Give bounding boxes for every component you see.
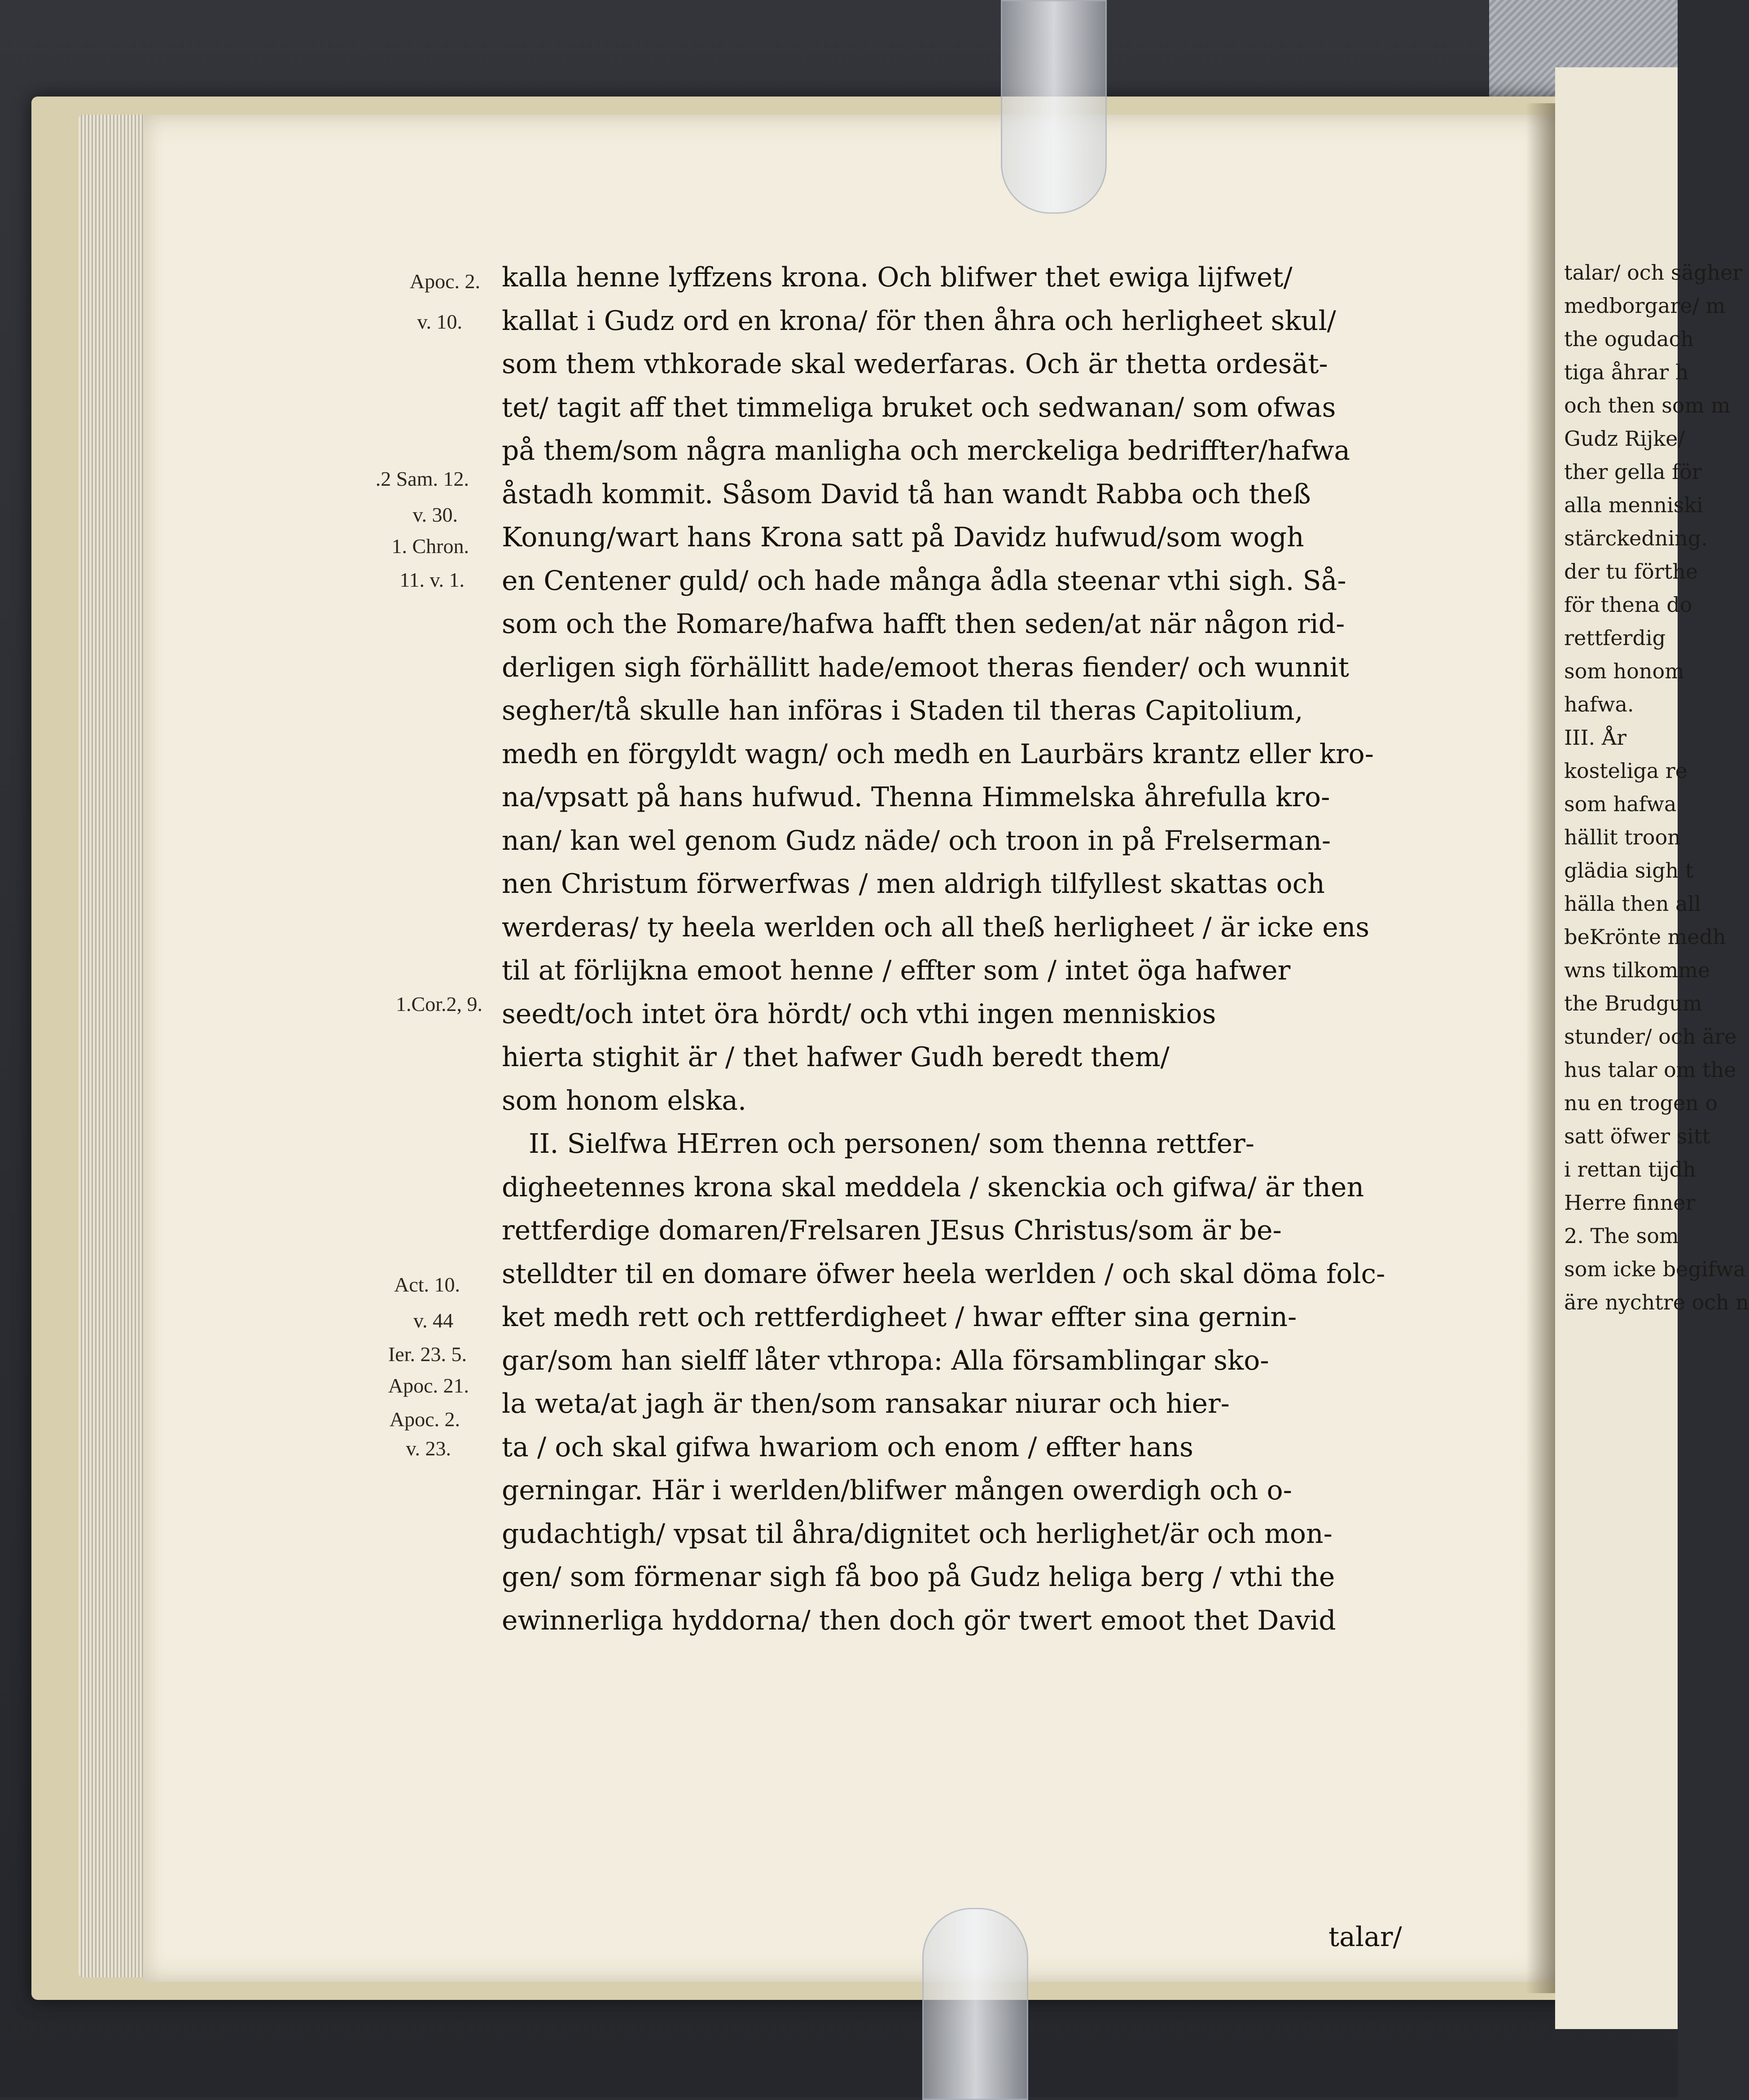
text-line: rettferdige domaren/Frelsaren JEsus Christus/som är be- bbox=[502, 1215, 1282, 1246]
facing-line: wns tilkomme bbox=[1564, 958, 1710, 982]
text-line: digheetennes krona skal meddela / skenckia och gifwa/ är then bbox=[502, 1171, 1364, 1203]
text-line: nen Christum förwerfwas / men aldrigh tilfyllest skattas och bbox=[502, 868, 1325, 900]
margin-note: .2 Sam. 12. bbox=[375, 467, 469, 490]
text-line: nan/ kan wel genom Gudz näde/ och troon in på Frelserman- bbox=[502, 825, 1331, 857]
facing-line: i rettan tijdh bbox=[1564, 1157, 1696, 1182]
facing-line: Herre finner bbox=[1564, 1191, 1696, 1215]
text-line: en Centener guld/ och hade många ådla steenar vthi sigh. Så- bbox=[502, 565, 1346, 597]
facing-line: 2. The som bbox=[1564, 1224, 1679, 1248]
text-line: ta / och skal gifwa hwariom och enom / effter hans bbox=[502, 1431, 1193, 1463]
text-line: kalla henne lyffzens krona. Och blifwer thet ewiga lijfwet/ bbox=[502, 262, 1293, 293]
facing-line: som hafwa bbox=[1564, 792, 1677, 816]
facing-line: satt öfwer sitt bbox=[1564, 1124, 1710, 1148]
facing-line: hafwa. bbox=[1564, 692, 1634, 716]
text-line: la weta/at jagh är then/som ransakar niurar och hier- bbox=[502, 1388, 1230, 1419]
facing-line: nu en trogen o bbox=[1564, 1091, 1718, 1115]
facing-page bbox=[1555, 67, 1749, 2029]
text-line: werderas/ ty heela werlden och all theß herligheet / är icke ens bbox=[502, 911, 1370, 943]
facing-line: Gudz Rijke/ bbox=[1564, 426, 1685, 451]
facing-line: som icke begifwa bbox=[1564, 1257, 1746, 1281]
text-line: kallat i Gudz ord en krona/ för then åhra och herligheet skul/ bbox=[502, 305, 1336, 337]
margin-note: v. 23. bbox=[406, 1437, 451, 1460]
margin-note: v. 44 bbox=[413, 1309, 453, 1332]
facing-line: äre nychtre och n bbox=[1564, 1290, 1749, 1314]
text-line: som honom elska. bbox=[502, 1085, 747, 1116]
facing-line: tiga åhrar h bbox=[1564, 360, 1689, 384]
text-line: til at förlijkna emoot henne / effter som / intet öga hafwer bbox=[502, 955, 1291, 986]
text-line: medh en förgyldt wagn/ och medh en Laurbärs krantz eller kro- bbox=[502, 738, 1374, 770]
text-line: tet/ tagit aff thet timmeliga bruket och sedwanan/ som ofwas bbox=[502, 391, 1336, 423]
text-line: åstadh kommit. Såsom David tå han wandt Rabba och theß bbox=[502, 478, 1311, 510]
facing-line: beKrönte medh bbox=[1564, 925, 1726, 949]
facing-line: the Brudgum bbox=[1564, 991, 1702, 1015]
catchword: talar/ bbox=[1328, 1921, 1402, 1953]
text-line: gerningar. Här i werlden/blifwer mången owerdigh och o- bbox=[502, 1475, 1292, 1506]
facing-line: som honom bbox=[1564, 659, 1684, 683]
margin-note: Apoc. 2. bbox=[389, 1408, 460, 1431]
page-body-text bbox=[502, 256, 1435, 1642]
text-line: på them/som några manligha och merckeliga bedriffter/hafwa bbox=[502, 435, 1350, 466]
margin-note: Apoc. 2. bbox=[409, 270, 480, 293]
facing-line: rettferdig bbox=[1564, 626, 1666, 650]
text-line: seedt/och intet öra hördt/ och vthi ingen menniskios bbox=[502, 998, 1216, 1030]
facing-line: hällit troon bbox=[1564, 825, 1681, 849]
facing-line: the ogudach bbox=[1564, 327, 1694, 351]
text-line: ket medh rett och rettferdigheet / hwar effter sina gernin- bbox=[502, 1301, 1297, 1333]
text-line: segher/tå skulle han införas i Staden til theras Capitolium, bbox=[502, 695, 1303, 726]
text-line: gudachtigh/ vpsat til åhra/dignitet och herlighet/är och mon- bbox=[502, 1518, 1333, 1550]
facing-line: och then som m bbox=[1564, 393, 1731, 417]
facing-line: III. År bbox=[1564, 725, 1626, 750]
margin-note: v. 10. bbox=[417, 310, 462, 333]
facing-line: ther gella för bbox=[1564, 460, 1702, 484]
margin-note: 1. Chron. bbox=[391, 535, 469, 558]
facing-line: hus talar om the bbox=[1564, 1058, 1736, 1082]
text-line: gen/ som förmenar sigh få boo på Gudz heliga berg / vthi the bbox=[502, 1561, 1335, 1593]
text-line: Konung/wart hans Krona satt på Davidz hufwud/som wogh bbox=[502, 522, 1304, 553]
text-line: som och the Romare/hafwa hafft then seden/at när någon rid- bbox=[502, 608, 1345, 640]
facing-line: för thena do bbox=[1564, 593, 1692, 617]
facing-line: stärckedning. bbox=[1564, 526, 1708, 550]
text-line: ewinnerliga hyddorna/ then doch gör twert emoot thet David bbox=[502, 1604, 1336, 1636]
facing-line: glädia sigh t bbox=[1564, 858, 1694, 883]
facing-line: talar/ och sägher bbox=[1564, 260, 1743, 285]
margin-note: 1.Cor.2, 9. bbox=[396, 993, 482, 1015]
top-page-clip bbox=[1001, 0, 1107, 214]
bottom-page-clip bbox=[922, 1908, 1028, 2100]
facing-line: kosteliga re bbox=[1564, 759, 1688, 783]
facing-line: der tu förthe bbox=[1564, 559, 1698, 584]
margin-note: Act. 10. bbox=[394, 1273, 460, 1296]
text-line: hierta stighit är / thet hafwer Gudh beredt them/ bbox=[502, 1041, 1170, 1073]
text-line: derligen sigh förhällitt hade/emoot theras fiender/ och wunnit bbox=[502, 651, 1350, 683]
facing-line: stunder/ och äre bbox=[1564, 1024, 1737, 1049]
facing-line: alla menniski bbox=[1564, 493, 1703, 517]
text-line: stelldter til en domare öfwer heela werlden / och skal döma folc- bbox=[502, 1258, 1385, 1290]
text-line: som them vthkorade skal wederfaras. Och är thetta ordesät- bbox=[502, 348, 1328, 380]
text-line: gar/som han sielff låter vthropa: Alla församblingar sko- bbox=[502, 1344, 1269, 1376]
facing-page-text bbox=[1564, 256, 1749, 1319]
facing-line: medborgare/ m bbox=[1564, 294, 1726, 318]
margin-note: Ier. 23. 5. bbox=[388, 1343, 467, 1366]
page-edges bbox=[79, 114, 146, 1977]
facing-line: hälla then all bbox=[1564, 892, 1701, 916]
text-line: na/vpsatt på hans hufwud. Thenna Himmelska åhrefulla kro- bbox=[502, 782, 1330, 813]
margin-note: Apoc. 21. bbox=[388, 1374, 469, 1397]
text-line: II. Sielfwa HErren och personen/ som thenna rettfer- bbox=[529, 1128, 1255, 1160]
margin-note: v. 30. bbox=[412, 503, 458, 526]
margin-note: 11. v. 1. bbox=[399, 568, 465, 591]
